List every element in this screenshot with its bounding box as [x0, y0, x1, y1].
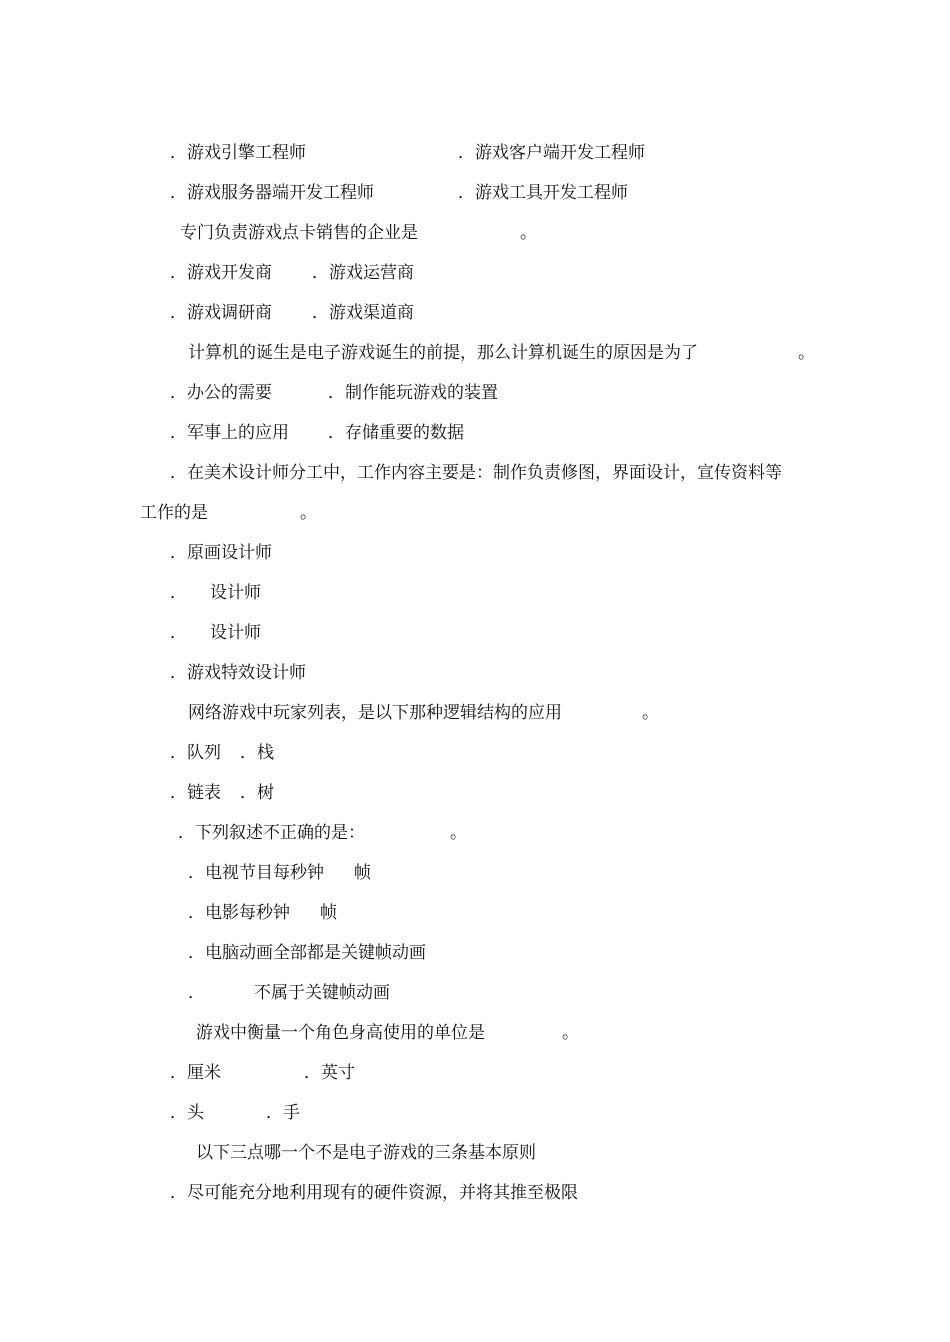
question-player-list: 网络游戏中玩家列表，是以下那种逻辑结构的应用 — [188, 703, 562, 723]
option-marker: ． — [170, 583, 187, 603]
option-operator: ．游戏运营商 — [312, 263, 414, 283]
option-tv-fps-unit: 帧 — [354, 863, 371, 883]
option-game-device: ．制作能玩游戏的装置 — [328, 383, 498, 403]
option-film-fps: ．电影每秒钟 — [188, 903, 290, 923]
option-marker: ． — [170, 623, 187, 643]
option-vfx-designer: ．游戏特效设计师 — [170, 663, 306, 683]
option-channel: ．游戏渠道商 — [312, 303, 414, 323]
option-developer: ．游戏开发商 — [170, 263, 272, 283]
option-designer-b: 设计师 — [210, 623, 261, 643]
option-server-developer: ．游戏服务器端开发工程师 — [170, 183, 374, 203]
option-inch: ．英寸 — [304, 1063, 355, 1083]
option-film-fps-unit: 帧 — [320, 903, 337, 923]
question-three-principles: 以下三点哪一个不是电子游戏的三条基本原则 — [196, 1143, 536, 1163]
option-hand: ．手 — [266, 1103, 300, 1123]
question-incorrect-statement: ．下列叙述不正确的是： — [178, 823, 365, 843]
question-art-designer: ．在美术设计师分工中，工作内容主要是：制作负责修图，界面设计，宣传资料等 — [170, 463, 782, 483]
option-centimeter: ．厘米 — [170, 1063, 221, 1083]
question-period: 。 — [300, 503, 317, 523]
question-period: 。 — [450, 823, 467, 843]
option-marker: ． — [188, 983, 205, 1003]
question-period: 。 — [798, 343, 815, 363]
option-queue: ．队列 — [170, 743, 221, 763]
option-tree: ．树 — [240, 783, 274, 803]
question-card-sales: 专门负责游戏点卡销售的企业是 — [180, 223, 418, 243]
option-stack: ．栈 — [240, 743, 274, 763]
question-height-unit: 游戏中衡量一个角色身高使用的单位是 — [196, 1023, 485, 1043]
option-research: ．游戏调研商 — [170, 303, 272, 323]
option-linked-list: ．链表 — [170, 783, 221, 803]
option-keyframe-all: ．电脑动画全部都是关键帧动画 — [188, 943, 426, 963]
question-period: 。 — [642, 703, 659, 723]
question-period: 。 — [520, 223, 537, 243]
question-art-designer-cont: 工作的是 — [140, 503, 208, 523]
option-concept-artist: ．原画设计师 — [170, 543, 272, 563]
option-head: ．头 — [170, 1103, 204, 1123]
option-hardware-limit: ．尽可能充分地利用现有的硬件资源，并将其推至极限 — [170, 1183, 578, 1203]
option-designer-a: 设计师 — [210, 583, 261, 603]
option-tools-developer: ．游戏工具开发工程师 — [458, 183, 628, 203]
option-game-engine-engineer: ．游戏引擎工程师 — [170, 143, 306, 163]
option-client-developer: ．游戏客户端开发工程师 — [458, 143, 645, 163]
option-tv-fps: ．电视节目每秒钟 — [188, 863, 324, 883]
option-office: ．办公的需要 — [170, 383, 272, 403]
option-military: ．军事上的应用 — [170, 423, 289, 443]
option-not-keyframe: 不属于关键帧动画 — [254, 983, 390, 1003]
question-period: 。 — [562, 1023, 579, 1043]
option-storage: ．存储重要的数据 — [328, 423, 464, 443]
question-computer-origin: 计算机的诞生是电子游戏诞生的前提，那么计算机诞生的原因是为了 — [188, 343, 698, 363]
